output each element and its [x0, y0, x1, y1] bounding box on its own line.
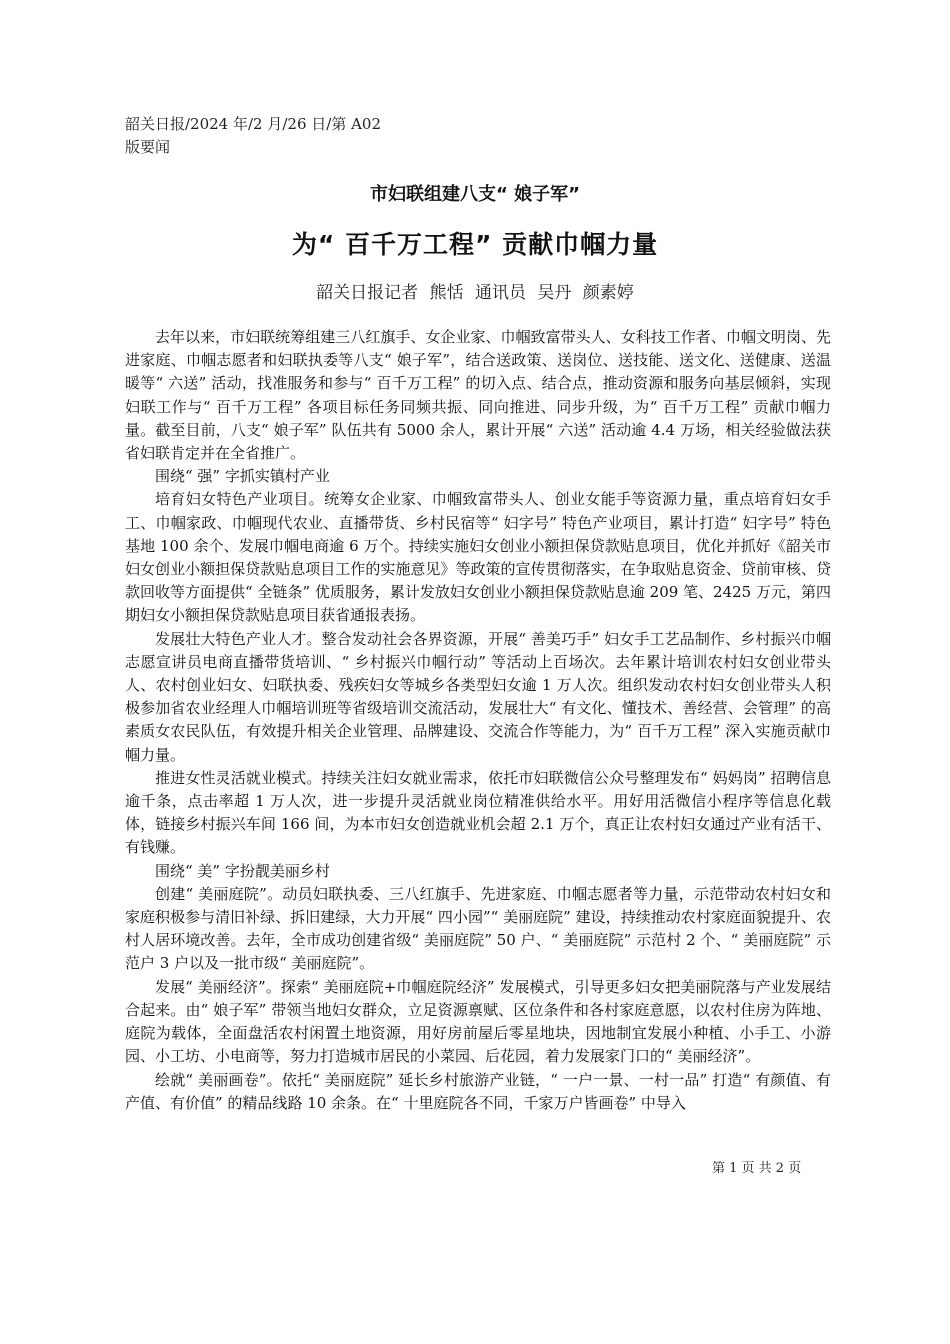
paragraph: 创建“ 美丽庭院”。动员妇联执委、三八红旗手、先进家庭、巾帼志愿者等力量，示范带动农村妇女和家庭积极参与清旧补绿、拆旧建绿，大力开展“ 四小园”“ 美丽庭院” 建设，持续推动农村家庭面貌提升、农村人居环境改善。去年，全市成功创建省级“ 美丽庭院” 50 户、“ 美丽庭院” 示范村 2 个、“ 美丽庭院” 示范户 3 户以及一批市级“ 美丽庭院”。 — [125, 884, 831, 973]
section-label: 版要闻 — [125, 138, 171, 156]
paragraph: 发展“ 美丽经济”。探索“ 美丽庭院+巾帼庭院经济” 发展模式，引导更多妇女把美丽院落与产业发展结合起来。由“ 娘子军” 带领当地妇女群众，立足资源禀赋、区位条件和各村家庭意愿，以农村住房为阵地、庭院为载体，全面盘活农村闲置土地资源，用好房前屋后零星地块，因地制宜发展小种植、小手工、小游园、小工坊、小电商等，努力打造城市居民的小菜园、后花园，着力发展家门口的“ 美丽经济”。 — [125, 977, 831, 1066]
paragraph: 去年以来，市妇联统筹组建三八红旗手、女企业家、巾帼致富带头人、女科技工作者、巾帼文明岗、先进家庭、巾帼志愿者和妇联执委等八支“ 娘子军”，结合送政策、送岗位、送技能、送文化、送健康、送温暖等“ 六送” 活动，找准服务和参与“ 百千万工程” 的切入点、结合点，推动资源和服务向基层倾斜，实现妇联工作与“ 百千万工程” 各项目标任务同频共振、同向推进、同步升级，为“ 百千万工程” 贡献巾帼力量。截至目前，八支“ 娘子军” 队伍共有 5000 余人，累计开展“ 六送” 活动逾 4.4 万场，相关经验做法获省妇联肯定并在全省推广。 — [125, 328, 831, 463]
paragraph: 推进女性灵活就业模式。持续关注妇女就业需求，依托市妇联微信公众号整理发布“ 妈妈岗” 招聘信息逾千条，点击率超 1 万人次，进一步提升灵活就业岗位精准供给水平。用好用活微信小程序等信息化载体，链接乡村振兴车间 166 间，为本市妇女创造就业机会超 2.1 万个，真正让农村妇女通过产业有活干、有钱赚。 — [125, 768, 831, 857]
paragraph: 绘就“ 美丽画卷”。依托“ 美丽庭院” 延长乡村旅游产业链，“ 一户一景、一村一品” 打造“ 有颜值、有产值、有价值” 的精品线路 10 余条。在“ 十里庭院各不同，千家万户皆画卷” 中导入 — [125, 1070, 831, 1112]
article-byline: 韶关日报记者 熊恬 通讯员 吴丹 颜素婷 — [316, 283, 634, 303]
source-meta — [125, 113, 381, 159]
section-heading: 围绕“ 美” 字扮靓美丽乡村 — [155, 861, 330, 880]
section-heading: 围绕“ 强” 字抓实镇村产业 — [155, 467, 330, 486]
paragraph: 发展壮大特色产业人才。整合发动社会各界资源，开展“ 善美巧手” 妇女手工艺品制作、乡村振兴巾帼志愿宣讲员电商直播带货培训、“ 乡村振兴巾帼行动” 等活动上百场次。去年累计培训农村妇女创业带头人、农村创业妇女、妇联执委、残疾妇女等城乡各类型妇女逾 1 万人次。组织发动农村妇女创业带头人积极参加省农业经理人巾帼培训班等省级培训交流活动，发展壮大“ 有文化、懂技术、善经营、会管理” 的高素质女农民队伍，有效提升相关企业管理、品牌建设、交流合作等能力，为“ 百千万工程” 深入实施贡献巾帼力量。 — [125, 629, 831, 764]
source-line: 韶关日报/2024 年/2 月/26 日/第 A02 — [125, 115, 382, 133]
paragraph: 培育妇女特色产业项目。统筹女企业家、巾帼致富带头人、创业女能手等资源力量，重点培育妇女手工、巾帼家政、巾帼现代农业、直播带货、乡村民宿等“ 妇字号” 特色产业项目，累计打造“ 妇字号” 特色基地 100 余个、发展巾帼电商逾 6 万个。持续实施妇女创业小额担保贷款贴息项目，优化并抓好《韶关市妇女创业小额担保贷款贴息项目工作的实施意见》等政策的宣传贯彻落实，在争取贴息资金、贷前审核、贷款回收等方面提供“ 全链条” 优质服务，累计发放妇女创业小额担保贷款贴息逾 209 笔、2425 万元，第四期妇女小额担保贷款贴息项目获省通报表扬。 — [125, 490, 831, 625]
article-body — [125, 326, 831, 1115]
article-subtitle: 市妇联组建八支“ 娘子军” — [370, 184, 580, 205]
article-title: 为“ 百千万工程” 贡献巾帼力量 — [291, 230, 659, 259]
page-number: 第 1 页 共 2 页 — [712, 1161, 802, 1176]
